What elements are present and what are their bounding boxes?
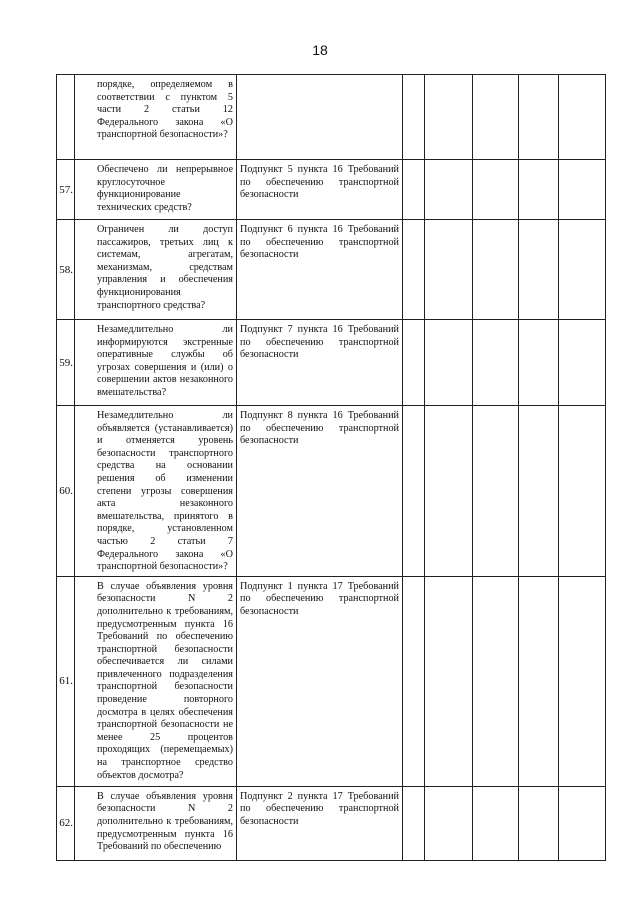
table-row — [57, 406, 606, 577]
reference-cell: Подпункт 5 пункта 16 Требований по обеспечению транспортной безопасности — [237, 160, 403, 220]
row-number: 61. — [57, 576, 75, 786]
check-cell — [559, 75, 606, 160]
check-cell — [473, 160, 519, 220]
checklist-table — [56, 74, 606, 861]
check-cell — [519, 786, 559, 860]
check-cell — [425, 406, 473, 577]
check-cell — [473, 320, 519, 406]
question-cell: Обеспечено ли непрерывное круглосуточное функционирование технических средств? — [75, 160, 237, 220]
check-cell — [425, 220, 473, 320]
table-row — [57, 320, 606, 406]
check-cell — [403, 320, 425, 406]
page-number: 18 — [312, 42, 328, 58]
table-row — [57, 786, 606, 860]
question-cell: Ограничен ли доступ пассажиров, третьих лиц к системам, агрегатам, механизмам, средствам управления и обеспечения функционирования транспортного средства? — [75, 220, 237, 320]
check-cell — [519, 160, 559, 220]
reference-cell: Подпункт 1 пункта 17 Требований по обеспечению транспортной безопасности — [237, 576, 403, 786]
question-cell: порядке, определяемом в соответствии с пунктом 5 части 2 статьи 12 Федерального закона «О транспортной безопасности»? — [75, 75, 237, 160]
check-cell — [559, 160, 606, 220]
row-number: 60. — [57, 406, 75, 577]
check-cell — [559, 576, 606, 786]
table-row — [57, 220, 606, 320]
row-number: 62. — [57, 786, 75, 860]
check-cell — [559, 220, 606, 320]
check-cell — [425, 75, 473, 160]
check-cell — [403, 406, 425, 577]
table-row — [57, 576, 606, 786]
check-cell — [403, 160, 425, 220]
check-cell — [473, 220, 519, 320]
table-row — [57, 160, 606, 220]
check-cell — [403, 75, 425, 160]
reference-cell: Подпункт 2 пункта 17 Требований по обеспечению транспортной безопасности — [237, 786, 403, 860]
check-cell — [519, 406, 559, 577]
check-cell — [519, 220, 559, 320]
check-cell — [425, 320, 473, 406]
check-cell — [473, 786, 519, 860]
check-cell — [519, 75, 559, 160]
question-cell: Незамедлительно ли объявляется (устанавливается) и отменяется уровень безопасности транспортного средства на основании решения об изменении степени угрозы совершения акта незаконного вмешательства, принятого в порядке, установленном частью 2 статьи 7 Федерального закона «О транспортной безопасности»? — [75, 406, 237, 577]
check-cell — [519, 320, 559, 406]
check-cell — [403, 786, 425, 860]
check-cell — [559, 320, 606, 406]
check-cell — [425, 576, 473, 786]
check-cell — [473, 75, 519, 160]
question-cell: Незамедлительно ли информируются экстренные оперативные службы об угрозах совершения и (или) о совершении актов незаконного вмешательства? — [75, 320, 237, 406]
row-number — [57, 75, 75, 160]
row-number: 58. — [57, 220, 75, 320]
check-cell — [403, 576, 425, 786]
question-cell: В случае объявления уровня безопасности N 2 дополнительно к требованиям, предусмотренным пункта 16 Требований по обеспечению транспортной безопасности обеспечивается ли силами привлеченного подразделения транспортной безопасности проведение повторного досмотра в целях обеспечения транспортной безопасности не менее 25 процентов проходящих (перемещаемых) на транспортное средство объектов досмотра? — [75, 576, 237, 786]
check-cell — [519, 576, 559, 786]
reference-cell: Подпункт 6 пункта 16 Требований по обеспечению транспортной безопасности — [237, 220, 403, 320]
table-row — [57, 75, 606, 160]
check-cell — [403, 220, 425, 320]
check-cell — [425, 160, 473, 220]
reference-cell — [237, 75, 403, 160]
reference-cell: Подпункт 8 пункта 16 Требований по обеспечению транспортной безопасности — [237, 406, 403, 577]
row-number: 59. — [57, 320, 75, 406]
reference-cell: Подпункт 7 пункта 16 Требований по обеспечению транспортной безопасности — [237, 320, 403, 406]
question-cell: В случае объявления уровня безопасности N 2 дополнительно к требованиям, предусмотренным пункта 16 Требований по обеспечению — [75, 786, 237, 860]
check-cell — [473, 406, 519, 577]
check-cell — [559, 406, 606, 577]
check-cell — [473, 576, 519, 786]
check-cell — [559, 786, 606, 860]
row-number: 57. — [57, 160, 75, 220]
check-cell — [425, 786, 473, 860]
